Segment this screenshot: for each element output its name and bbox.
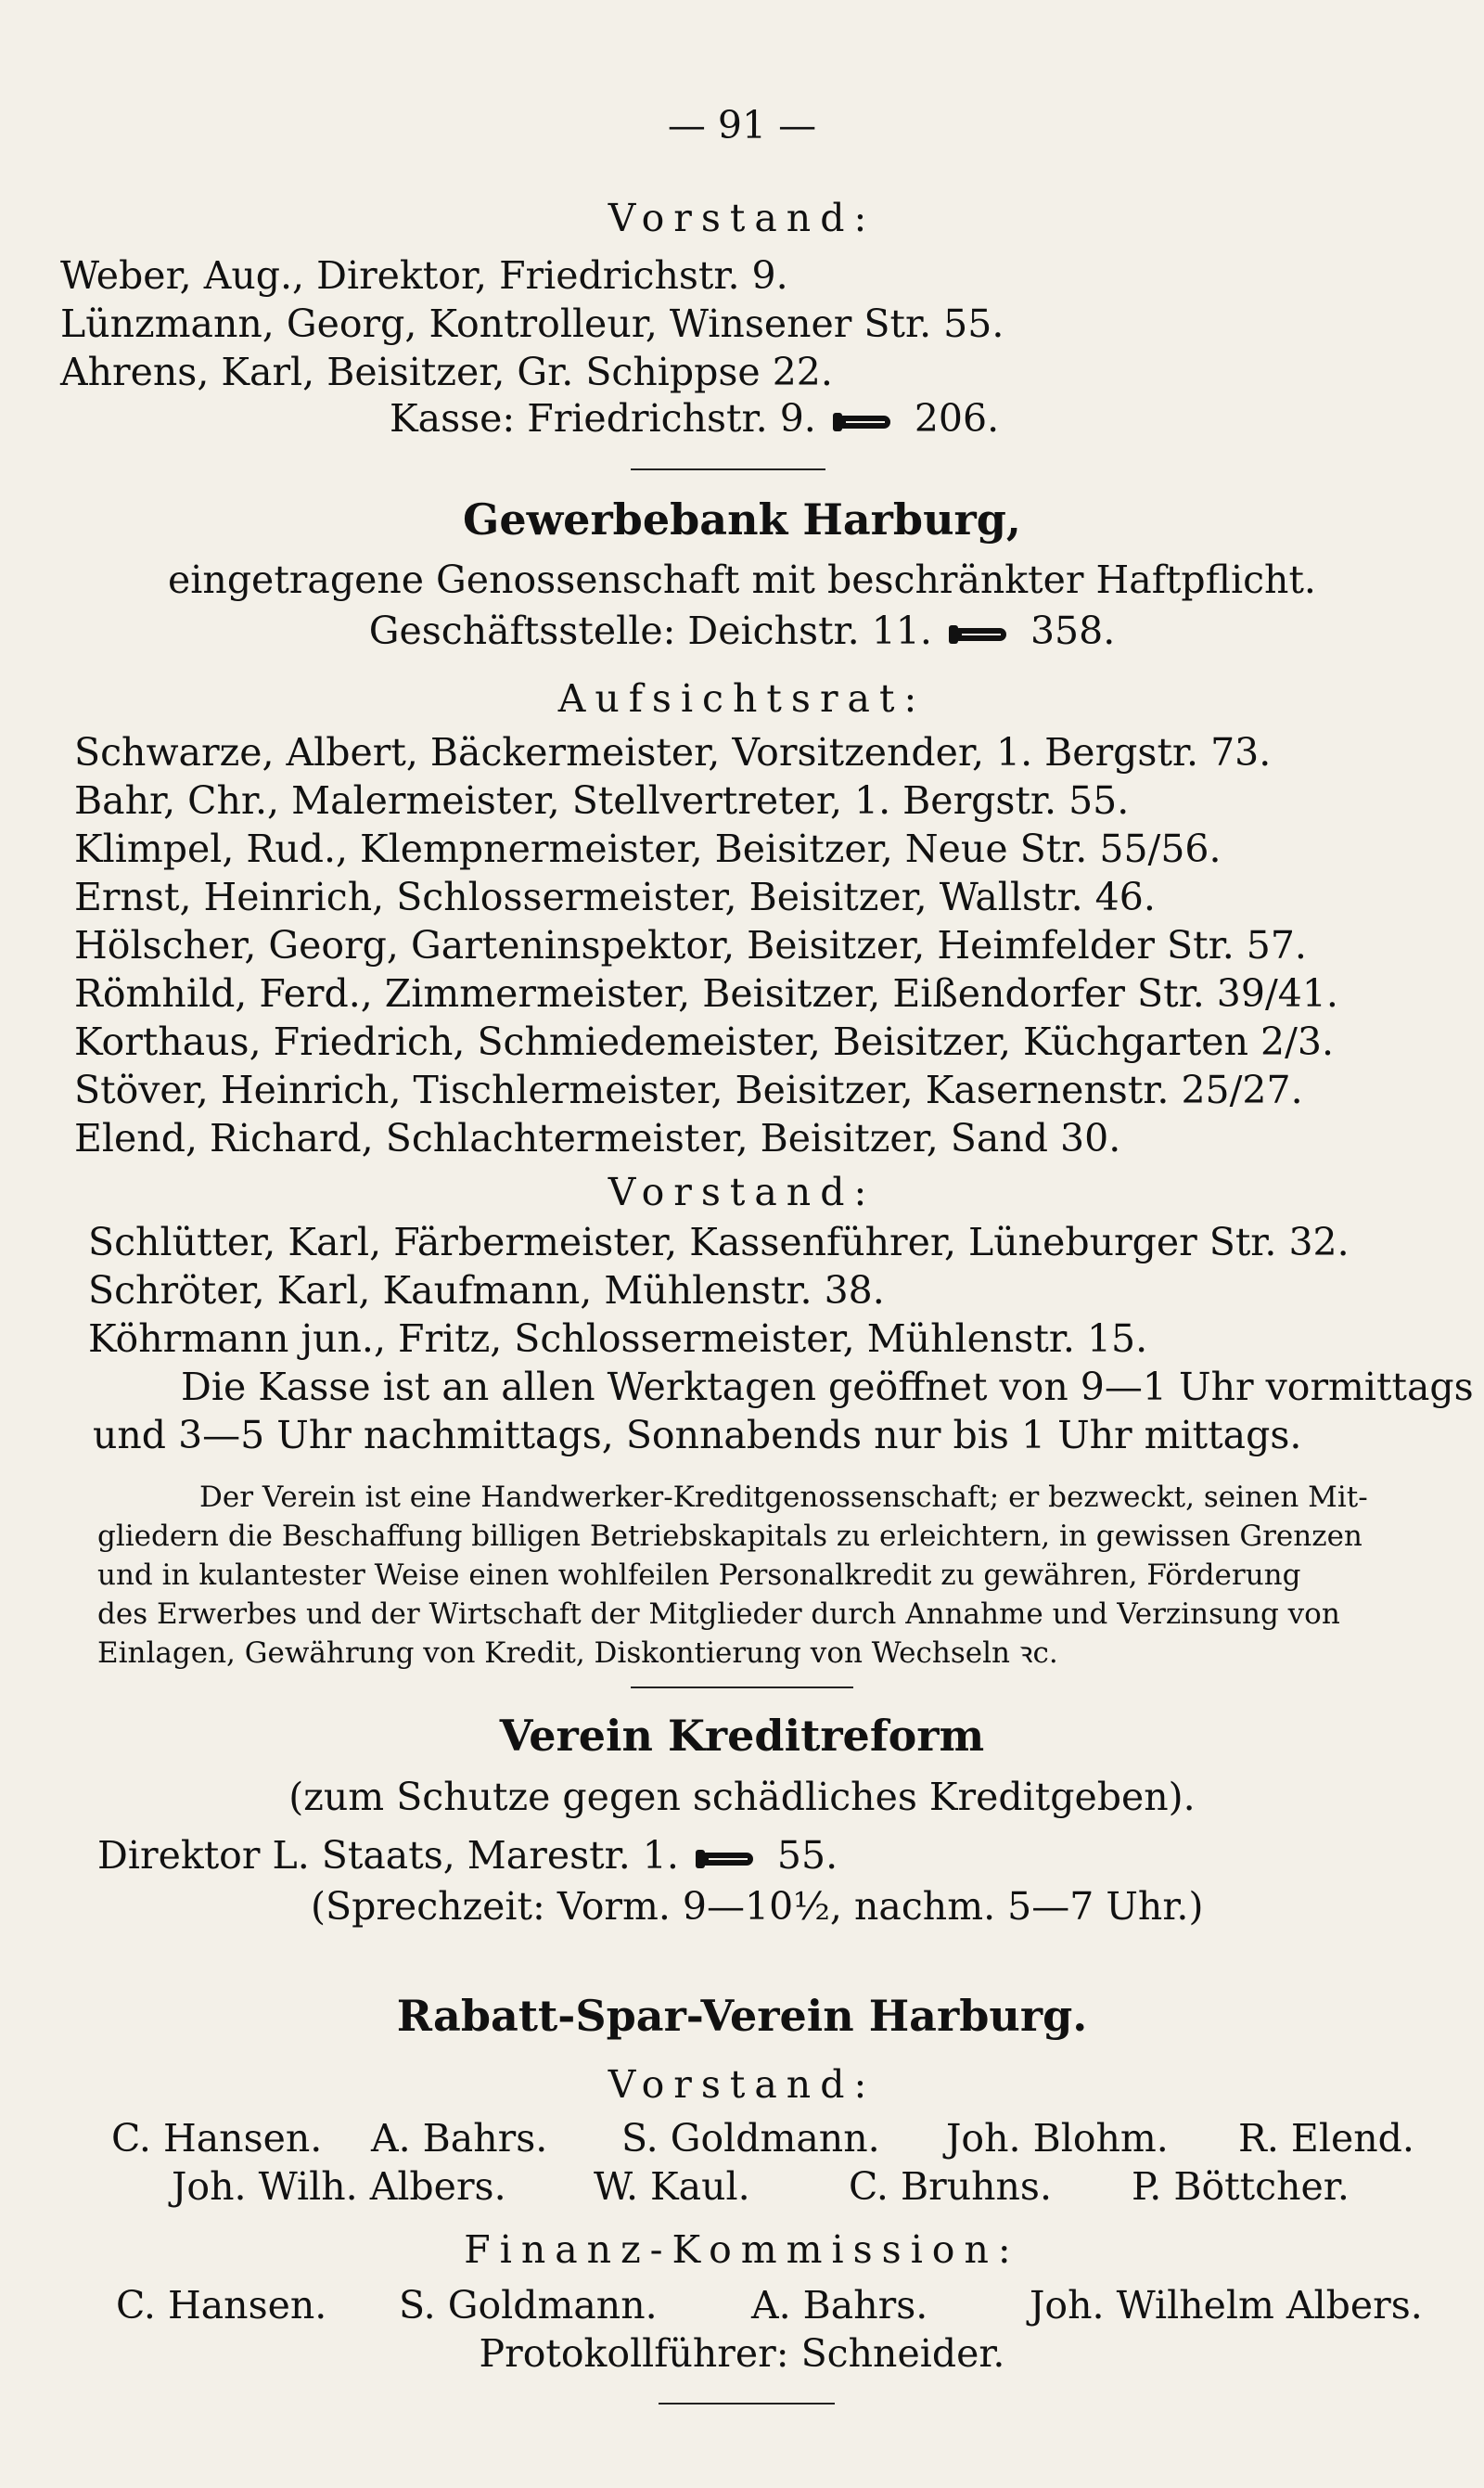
vorstand-name: C. Bruhns. (849, 2164, 1052, 2209)
telephone-icon (696, 1847, 761, 1871)
section1-line-2: Lünzmann, Georg, Kontrolleur, Winsener Str. 55. (60, 301, 1004, 346)
vorstand-name: P. Böttcher. (1132, 2164, 1350, 2209)
section1-line-1: Weber, Aug., Direktor, Friedrichstr. 9. (60, 253, 788, 298)
section1-heading: Vorstand: (608, 196, 876, 240)
section4-vorstand-heading: Vorstand: (608, 2062, 876, 2107)
vorstand-member: Schlütter, Karl, Färbermeister, Kassenführer, Lüneburger Str. 32. (88, 1220, 1350, 1264)
vorstand-name: W. Kaul. (594, 2164, 750, 2209)
section4-title: Rabatt-Spar-Verein Harburg. (396, 1991, 1088, 2041)
finanz-name: C. Hansen. (116, 2283, 327, 2328)
aufsichtsrat-member: Korthaus, Friedrich, Schmiedemeister, Beisitzer, Küchgarten 2/3. (74, 1020, 1335, 1064)
vorstand-name: C. Hansen. (111, 2116, 323, 2161)
section1-kasse (390, 395, 999, 442)
aufsichtsrat-heading: Aufsichtsrat: (557, 676, 927, 721)
section3-director-text: Direktor L. Staats, Marestr. 1. (97, 1833, 679, 1878)
vorstand-name: Joh. Wilh. Albers. (172, 2164, 506, 2209)
section3-subtitle: (zum Schutze gegen schädliches Kreditgeben). (288, 1775, 1196, 1819)
section1-line-3: Ahrens, Karl, Beisitzer, Gr. Schippse 22. (60, 350, 833, 394)
finanz-name: A. Bahrs. (751, 2283, 928, 2328)
section2-title: Gewerbebank Harburg, (463, 494, 1021, 545)
section1-kasse-text: Kasse: Friedrichstr. 9. (390, 396, 816, 441)
section1-kasse-tel: 206. (914, 396, 1000, 441)
aufsichtsrat-member: Klimpel, Rud., Klempnermeister, Beisitzer, Neue Str. 55/56. (74, 827, 1222, 871)
opening-hours-line-1: Die Kasse ist an allen Werktagen geöffnet von 9—1 Uhr vormittags (181, 1365, 1474, 1409)
aufsichtsrat-member: Römhild, Ferd., Zimmermeister, Beisitzer, Eißendorfer Str. 39/41. (74, 971, 1338, 1016)
section2-office-text: Geschäftsstelle: Deichstr. 11. (368, 609, 932, 653)
vorstand-name: S. Goldmann. (621, 2116, 880, 2161)
note-line-2: gliedern die Beschaffung billigen Betriebskapitals zu erleichtern, in gewissen Grenzen (97, 1520, 1362, 1553)
vorstand-heading: Vorstand: (608, 1170, 876, 1214)
aufsichtsrat-member: Stöver, Heinrich, Tischlermeister, Beisitzer, Kasernenstr. 25/27. (74, 1068, 1303, 1112)
section2-office (0, 608, 1484, 654)
section3-hours: (Sprechzeit: Vorm. 9—10½, nachm. 5—7 Uhr.) (311, 1884, 1204, 1929)
section2-subtitle: eingetragene Genossenschaft mit beschränkter Haftpflicht. (168, 558, 1316, 602)
section3-title: Verein Kreditreform (499, 1711, 985, 1761)
aufsichtsrat-member: Ernst, Heinrich, Schlossermeister, Beisitzer, Wallstr. 46. (74, 875, 1156, 919)
vorstand-name: R. Elend. (1238, 2116, 1414, 2161)
telephone-icon (833, 410, 898, 434)
divider (659, 2403, 835, 2405)
section3-director-tel: 55. (776, 1833, 838, 1878)
note-line-5: Einlagen, Gewährung von Kredit, Diskontierung von Wechseln ꝛc. (97, 1636, 1058, 1670)
aufsichtsrat-member: Schwarze, Albert, Bäckermeister, Vorsitzender, 1. Bergstr. 73. (74, 730, 1272, 775)
aufsichtsrat-member: Elend, Richard, Schlachtermeister, Beisitzer, Sand 30. (74, 1116, 1121, 1161)
section2-office-tel: 358. (1030, 609, 1116, 653)
protokoll: Protokollführer: Schneider. (479, 2331, 1005, 2376)
finanz-heading: Finanz-Kommission: (464, 2227, 1020, 2272)
vorstand-name: Joh. Blohm. (946, 2116, 1169, 2161)
section3-director (97, 1832, 838, 1879)
aufsichtsrat-member: Bahr, Chr., Malermeister, Stellvertreter, 1. Bergstr. 55. (74, 778, 1130, 823)
vorstand-member: Köhrmann jun., Fritz, Schlossermeister, Mühlenstr. 15. (88, 1316, 1148, 1361)
note-line-3: und in kulantester Weise einen wohlfeilen Personalkredit zu gewähren, Förderung (97, 1558, 1301, 1592)
aufsichtsrat-member: Hölscher, Georg, Garteninspektor, Beisitzer, Heimfelder Str. 57. (74, 923, 1307, 968)
telephone-icon (949, 622, 1014, 647)
finanz-name: S. Goldmann. (399, 2283, 658, 2328)
opening-hours-line-2: und 3—5 Uhr nachmittags, Sonnabends nur bis 1 Uhr mittags. (93, 1413, 1302, 1457)
vorstand-name: A. Bahrs. (371, 2116, 548, 2161)
note-line-4: des Erwerbes und der Wirtschaft der Mitglieder durch Annahme und Verzinsung von (97, 1597, 1340, 1631)
vorstand-member: Schröter, Karl, Kaufmann, Mühlenstr. 38. (88, 1268, 885, 1313)
divider (631, 468, 825, 470)
finanz-name: Joh. Wilhelm Albers. (1030, 2283, 1423, 2328)
page-number: — 91 — (667, 103, 817, 147)
note-line-1: Der Verein ist eine Handwerker-Kreditgenossenschaft; er bezweckt, seinen Mit- (199, 1481, 1368, 1514)
divider (631, 1686, 853, 1688)
